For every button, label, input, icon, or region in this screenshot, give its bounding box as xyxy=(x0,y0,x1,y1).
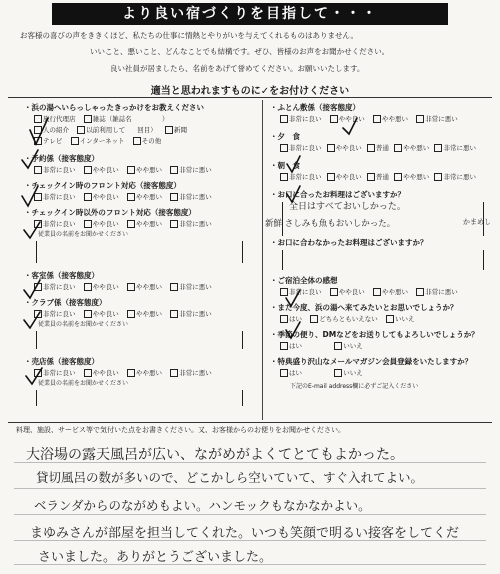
checkmark xyxy=(22,186,38,206)
rating-3: やや悪い xyxy=(381,115,408,123)
q3-label: ・チェックイン時のフロント対応（接客態度） xyxy=(24,181,181,190)
comments-prompt: 料理、施設、サービス等で気付いた点をお書きください。又、お客様からのお便りをお聞かせください。 xyxy=(16,426,345,434)
rating-3: やや悪い xyxy=(381,288,408,296)
comments-field[interactable] xyxy=(14,436,486,570)
meal-rating-3: 普通 xyxy=(375,173,389,181)
rating-3: やや悪い xyxy=(135,220,162,228)
meal-rating-5: 非常に悪い xyxy=(443,144,476,152)
r6-label: ・ご宿泊全体の感想 xyxy=(270,276,338,285)
opt-agency: 旅行代理店 xyxy=(43,115,76,123)
checkbox[interactable] xyxy=(373,115,381,123)
opt-referral: 人の紹介 xyxy=(43,126,69,134)
rule-line xyxy=(14,514,486,515)
rating-2: やや良い xyxy=(92,220,119,228)
checkbox[interactable] xyxy=(330,115,338,123)
r5-label: ・お口に合わなかったお料理はございますか？ xyxy=(270,238,428,247)
opt-yes: はい xyxy=(289,315,302,323)
checkmark xyxy=(26,368,42,384)
checkbox[interactable] xyxy=(416,288,424,296)
meal-rating-4: やや悪い xyxy=(403,173,430,181)
opt-no: いいえ xyxy=(343,369,363,377)
rating-2: やや良い xyxy=(92,369,119,377)
rating-2: やや良い xyxy=(338,115,365,123)
intro-line-2: いいこと、悪いこと、どんなことでも結構です。ぜひ、皆様のお声をお聞かせください。 xyxy=(90,47,390,56)
r7-label: ・また今度、浜の湯へ来てみたいとお思いでしょうか？ xyxy=(270,303,458,312)
rating-1: 非常に良い xyxy=(43,166,76,174)
checkbox[interactable] xyxy=(367,144,375,152)
rating-4: 非常に悪い xyxy=(179,283,212,291)
opt-visits: 回目） xyxy=(137,126,157,134)
rating-3: やや悪い xyxy=(135,369,162,377)
opt-magazine: 雑誌（雑誌名 xyxy=(92,115,132,123)
checkbox[interactable] xyxy=(334,369,342,377)
intro-line-3: 良い社員が居ましたら、名前をあげて誉めてください。お願いいたします。 xyxy=(110,64,365,73)
q7-label: ・売店係（接客態度） xyxy=(24,357,99,366)
instruction-heading: 適当と思われますものに✓をお付けください xyxy=(150,86,350,97)
checkbox[interactable] xyxy=(327,144,335,152)
checkbox[interactable] xyxy=(310,315,318,323)
email-note: 下記のE-mail address欄に必ずご記入ください xyxy=(290,383,419,390)
checkbox[interactable] xyxy=(367,173,375,181)
rating-1: 非常に良い xyxy=(289,288,322,296)
checkbox[interactable] xyxy=(394,144,402,152)
checkbox[interactable] xyxy=(434,173,442,181)
disliked-dish-field[interactable] xyxy=(282,250,484,270)
liked-dish-answer-2: 新鮮 さしみも魚もおいしかった。 xyxy=(265,219,396,229)
opt-internet: インターネット xyxy=(79,137,125,145)
rating-3: やや悪い xyxy=(135,166,162,174)
liked-dish-answer: 全日はすべておいしかった。 xyxy=(289,202,406,212)
opt-tv: テレビ xyxy=(43,137,63,145)
opt-other: その他 xyxy=(141,137,162,145)
checkbox[interactable] xyxy=(373,288,381,296)
checkmark xyxy=(24,312,40,328)
checkbox[interactable] xyxy=(280,369,288,377)
rating-2: やや良い xyxy=(338,288,365,296)
rating-1: 非常に良い xyxy=(43,310,76,318)
rating-4: 非常に悪い xyxy=(179,220,212,228)
checkbox[interactable] xyxy=(330,288,338,296)
name-hint: 従業員の名前をお聞かせください xyxy=(38,231,129,238)
rating-2: やや良い xyxy=(92,283,119,291)
checkbox[interactable] xyxy=(327,173,335,181)
divider xyxy=(8,422,492,423)
checkbox[interactable] xyxy=(280,288,288,296)
liked-dish-field[interactable] xyxy=(265,202,491,236)
comment-line-5: さいました。ありがとうございました。 xyxy=(38,550,273,565)
rating-2: やや良い xyxy=(92,193,119,201)
survey-title: より良い宿づくりを目指して・・・ xyxy=(52,3,448,25)
rating-2: やや良い xyxy=(92,166,119,174)
checkmark xyxy=(24,280,40,298)
rule-line xyxy=(14,488,486,489)
rating-1: 非常に良い xyxy=(43,283,76,291)
meal-rating-5: 非常に悪い xyxy=(443,173,476,181)
rating-4: 非常に悪い xyxy=(179,193,212,201)
meal-rating-1: 非常に良い xyxy=(289,173,322,181)
liked-dish-side-note: かまめし xyxy=(463,218,491,226)
rating-4: 非常に悪い xyxy=(179,310,212,318)
checkbox[interactable] xyxy=(386,315,394,323)
rating-4: 非常に悪い xyxy=(179,369,212,377)
checkmark xyxy=(30,118,48,144)
checkmark xyxy=(24,222,40,238)
opt-newspaper: 新聞 xyxy=(173,126,187,134)
rating-1: 非常に良い xyxy=(43,220,76,228)
checkbox[interactable] xyxy=(280,144,288,152)
r8-label: ・季節の便り、DMなどをお送りしてもよろしいでしょうか？ xyxy=(270,330,479,339)
r1-label: ・ふとん敷係（接客態度） xyxy=(270,103,360,112)
meal-rating-1: 非常に良い xyxy=(289,144,322,152)
q6-label: ・クラブ係（接客態度） xyxy=(24,298,107,307)
r2-label: ・夕 食 xyxy=(270,132,300,141)
meal-rating-2: やや良い xyxy=(335,144,362,152)
opt-no: いいえ xyxy=(394,315,415,323)
checkbox[interactable] xyxy=(280,115,288,123)
r3-label: ・朝 食 xyxy=(270,161,300,170)
rating-1: 非常に良い xyxy=(289,115,322,123)
intro-line-1: お客様の喜びの声をききくほど、私たちの仕事に情熱とやりがいを与えてくれるものはありません。 xyxy=(20,31,358,40)
rating-4: 非常に悪い xyxy=(179,166,212,174)
checkbox[interactable] xyxy=(334,342,342,350)
rating-4: 非常に悪い xyxy=(425,115,458,123)
q2-label: ・予約係（接客態度） xyxy=(24,154,99,163)
q4-label: ・チェックイン時以外のフロント対応（接客態度） xyxy=(24,208,196,217)
rating-3: やや悪い xyxy=(135,283,162,291)
opt-previous: 以前利用して xyxy=(86,126,126,134)
opt-yes: はい xyxy=(289,342,302,350)
name-hint: 従業員の名前をお聞かせください xyxy=(38,321,129,328)
rating-4: 非常に悪い xyxy=(425,288,458,296)
meal-rating-3: 普通 xyxy=(375,144,389,152)
name-hint: 従業員の名前をお聞かせください xyxy=(38,380,129,387)
checkmark xyxy=(22,150,38,168)
comment-line-1: 大浴場の露天風呂が広い、ながめがよくてとてもよかった。 xyxy=(26,447,404,463)
comment-line-4: まゆみさんが部屋を担当してくれた。いつも笑顔で明るい接客をしてくだ xyxy=(30,526,460,541)
rating-1: 非常に良い xyxy=(43,369,76,377)
checkbox[interactable] xyxy=(280,342,288,350)
r4-label: ・お口に合ったお料理はございますか？ xyxy=(270,190,405,199)
checkbox[interactable] xyxy=(280,315,288,323)
opt-yes: はい xyxy=(289,369,302,377)
comment-line-3: ベランダからのながめもよい。ハンモックもなかなかよい。 xyxy=(34,498,371,513)
checkbox[interactable] xyxy=(416,115,424,123)
right-questions xyxy=(265,103,495,391)
rating-1: 非常に良い xyxy=(43,193,76,201)
rating-3: やや悪い xyxy=(135,193,162,201)
checkbox[interactable] xyxy=(394,173,402,181)
r9-label: ・特典盛り沢山なメールマガジン会員登録をいたしますか？ xyxy=(270,357,473,366)
checkbox[interactable] xyxy=(280,173,288,181)
comment-line-2: 貸切風呂の数が多いので、どこかしら空いていて、すぐ入れてよい。 xyxy=(36,470,424,485)
q5-label: ・客室係（接客態度） xyxy=(24,271,99,280)
opt-neutral: どちらともいえない xyxy=(319,315,378,323)
rating-3: やや悪い xyxy=(135,310,162,318)
meal-rating-2: やや良い xyxy=(335,173,362,181)
rating-2: やや良い xyxy=(92,310,119,318)
opt-no: いいえ xyxy=(343,342,363,350)
meal-rating-4: やや悪い xyxy=(403,144,430,152)
opt-magazine-close: ） xyxy=(161,115,169,123)
q1-label: ・浜の湯へいらっしゃったきっかけをお教えください xyxy=(24,103,204,112)
checkbox[interactable] xyxy=(434,144,442,152)
